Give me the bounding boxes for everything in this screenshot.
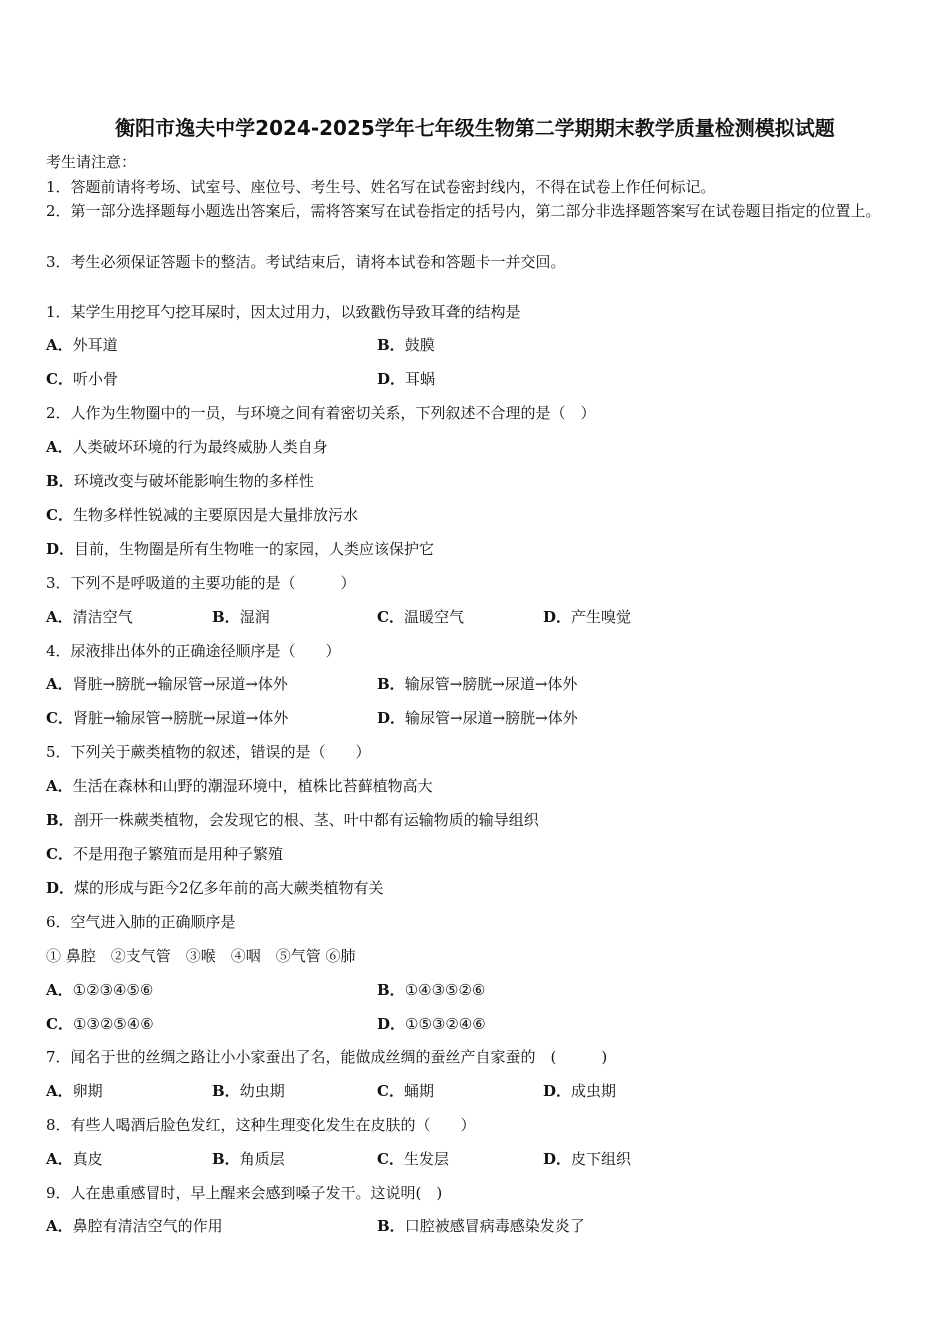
question-stem: 8．有些人喝酒后脸色发红，这种生理变化发生在皮肤的（ ） — [46, 1116, 476, 1134]
question-stem: 3．下列不是呼吸道的主要功能的是（ ） — [46, 574, 356, 592]
option-c: C．听小骨 — [46, 370, 118, 388]
option-d: D．①⑤③②④⑥ — [377, 1015, 486, 1033]
option-b: B．角质层 — [212, 1150, 285, 1168]
option-a: A．清洁空气 — [46, 608, 133, 626]
option-a: A．外耳道 — [46, 336, 118, 354]
option-c: C．蛹期 — [377, 1082, 434, 1100]
option-c: C．生发层 — [377, 1150, 449, 1168]
option-c: C．①③②⑤④⑥ — [46, 1015, 154, 1033]
option-d: D．皮下组织 — [543, 1150, 632, 1168]
option-a: A．鼻腔有清洁空气的作用 — [46, 1217, 223, 1235]
option-b: B．鼓膜 — [377, 336, 435, 354]
question-stem: 4．尿液排出体外的正确途径顺序是（ ） — [46, 642, 341, 660]
option-d: D．产生嗅觉 — [543, 608, 632, 626]
option-d: D．输尿管→尿道→膀胱→体外 — [377, 709, 578, 727]
question-stem: 7．闻名于世的丝绸之路让小小家蚕出了名，能做成丝绸的蚕丝产自家蚕的 ( ) — [46, 1048, 608, 1066]
option-c: C．温暖空气 — [377, 608, 464, 626]
option-c: C．生物多样性锐减的主要原因是大量排放污水 — [46, 506, 358, 524]
notice-item: 2．第一部分选择题每小题选出答案后，需将答案写在试卷指定的括号内，第二部分非选择题答案写在试卷题目指定的位置上。 — [46, 202, 881, 220]
option-b: B．输尿管→膀胱→尿道→体外 — [377, 675, 578, 693]
option-b: B．幼虫期 — [212, 1082, 285, 1100]
option-a: A．①②③④⑤⑥ — [46, 981, 154, 999]
question-stem: 1．某学生用挖耳勺挖耳屎时，因太过用力，以致戳伤导致耳聋的结构是 — [46, 303, 521, 321]
option-a: A．卵期 — [46, 1082, 103, 1100]
option-d: D．成虫期 — [543, 1082, 617, 1100]
question-stem: 2．人作为生物圈中的一员，与环境之间有着密切关系，下列叙述不合理的是（ ） — [46, 404, 596, 422]
option-d: D．目前，生物圈是所有生物唯一的家园，人类应该保护它 — [46, 540, 435, 558]
option-b: B．剖开一株蕨类植物，会发现它的根、茎、叶中都有运输物质的输导组织 — [46, 811, 539, 829]
notice-item: 1．答题前请将考场、试室号、座位号、考生号、姓名写在试卷密封线内，不得在试卷上作任何标记。 — [46, 178, 716, 196]
option-d: D．煤的形成与距今2亿多年前的高大蕨类植物有关 — [46, 879, 384, 897]
notice-heading: 考生请注意： — [46, 153, 137, 171]
question-stem: 9．人在患重感冒时，早上醒来会感到嗓子发干。这说明( ) — [46, 1184, 443, 1202]
question-stem: 5．下列关于蕨类植物的叙述，错误的是（ ） — [46, 743, 371, 761]
question-extra: ① 鼻腔 ②支气管 ③喉 ④咽 ⑤气管 ⑥肺 — [46, 947, 356, 965]
option-d: D．耳蜗 — [377, 370, 436, 388]
option-a: A．人类破坏环境的行为最终威胁人类自身 — [46, 438, 328, 456]
page-title: 衡阳市逸夫中学2024-2025学年七年级生物第二学期期末教学质量检测模拟试题 — [115, 116, 835, 140]
option-c: C．肾脏→输尿管→膀胱→尿道→体外 — [46, 709, 289, 727]
option-a: A．生活在森林和山野的潮湿环境中，植株比苔藓植物高大 — [46, 777, 433, 795]
option-b: B．①④③⑤②⑥ — [377, 981, 486, 999]
option-b: B．口腔被感冒病毒感染发炎了 — [377, 1217, 585, 1235]
option-b: B．湿润 — [212, 608, 270, 626]
notice-item: 3．考生必须保证答题卡的整洁。考试结束后，请将本试卷和答题卡一并交回。 — [46, 253, 566, 271]
question-stem: 6．空气进入肺的正确顺序是 — [46, 913, 236, 931]
option-a: A．肾脏→膀胱→输尿管→尿道→体外 — [46, 675, 288, 693]
option-b: B．环境改变与破坏能影响生物的多样性 — [46, 472, 314, 490]
option-c: C．不是用孢子繁殖而是用种子繁殖 — [46, 845, 283, 863]
option-a: A．真皮 — [46, 1150, 103, 1168]
